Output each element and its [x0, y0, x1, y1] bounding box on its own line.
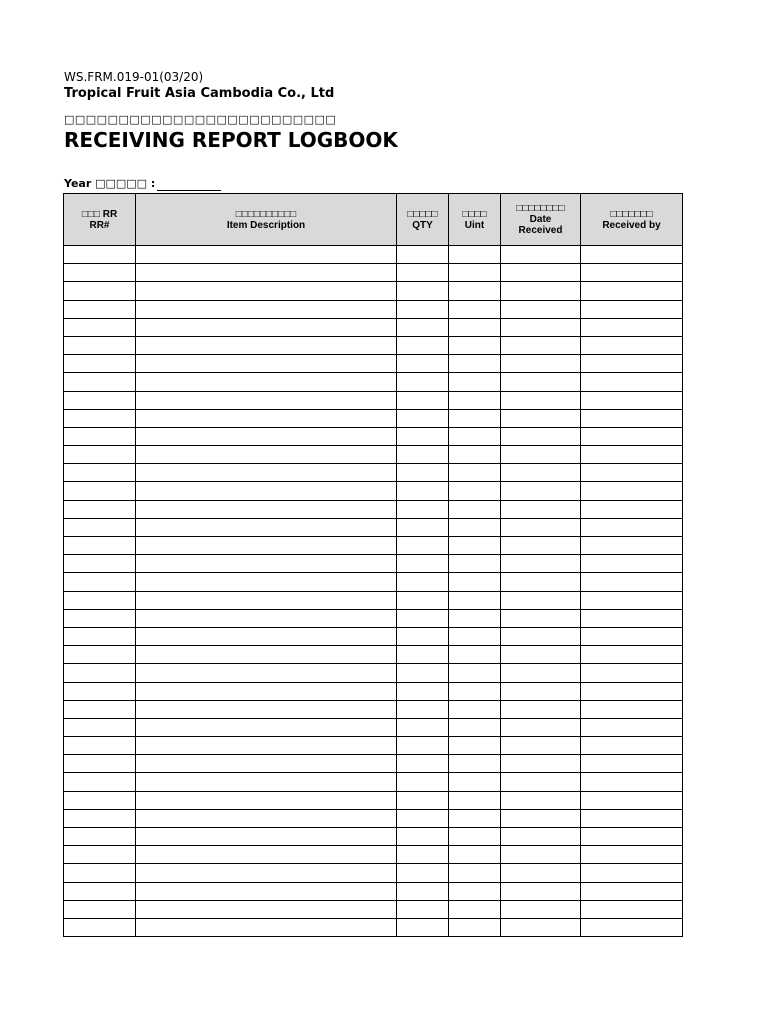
item-description-cell[interactable] [136, 336, 397, 354]
date-received-cell[interactable] [501, 591, 581, 609]
qty-cell[interactable] [397, 755, 449, 773]
rr-cell[interactable] [64, 555, 136, 573]
qty-cell[interactable] [397, 918, 449, 936]
qty-cell[interactable] [397, 737, 449, 755]
rr-cell[interactable] [64, 482, 136, 500]
item-description-cell[interactable] [136, 809, 397, 827]
item-description-cell[interactable] [136, 409, 397, 427]
qty-cell[interactable] [397, 446, 449, 464]
column-header-line: □□□□□ [407, 208, 438, 220]
date-received-cell[interactable] [501, 427, 581, 445]
column-header-item-description [136, 194, 397, 246]
rr-cell[interactable] [64, 718, 136, 736]
received-by-cell[interactable] [581, 355, 683, 373]
unit-cell[interactable] [449, 773, 501, 791]
item-description-cell[interactable] [136, 300, 397, 318]
rr-cell[interactable] [64, 537, 136, 555]
table-row [64, 682, 683, 700]
unit-cell[interactable] [449, 737, 501, 755]
item-description-cell[interactable] [136, 282, 397, 300]
table-row [64, 373, 683, 391]
table-row [64, 500, 683, 518]
unit-cell[interactable] [449, 373, 501, 391]
column-header-line: Uint [464, 219, 485, 231]
table-row [64, 846, 683, 864]
qty-cell[interactable] [397, 573, 449, 591]
form-code: WS.FRM.019-01(03/20) [64, 70, 204, 84]
received-by-cell[interactable] [581, 700, 683, 718]
date-received-cell[interactable] [501, 664, 581, 682]
logbook-table [63, 193, 683, 937]
column-header-received-by [581, 194, 683, 246]
logbook-body [64, 246, 683, 937]
received-by-cell[interactable] [581, 409, 683, 427]
date-received-cell[interactable] [501, 700, 581, 718]
received-by-cell[interactable] [581, 846, 683, 864]
received-by-cell[interactable] [581, 446, 683, 464]
table-row [64, 700, 683, 718]
qty-cell[interactable] [397, 264, 449, 282]
unit-cell[interactable] [449, 537, 501, 555]
received-by-cell[interactable] [581, 718, 683, 736]
unit-cell[interactable] [449, 809, 501, 827]
rr-cell[interactable] [64, 391, 136, 409]
table-row [64, 518, 683, 536]
date-received-cell[interactable] [501, 809, 581, 827]
qty-cell[interactable] [397, 409, 449, 427]
item-description-cell[interactable] [136, 573, 397, 591]
item-description-cell[interactable] [136, 700, 397, 718]
qty-cell[interactable] [397, 882, 449, 900]
table-header-row [64, 194, 683, 246]
column-header-line: Received by [602, 219, 661, 231]
unit-cell[interactable] [449, 682, 501, 700]
date-received-cell[interactable] [501, 282, 581, 300]
date-received-cell[interactable] [501, 900, 581, 918]
rr-cell[interactable] [64, 900, 136, 918]
qty-cell[interactable] [397, 646, 449, 664]
date-received-cell[interactable] [501, 718, 581, 736]
table-row [64, 627, 683, 645]
item-description-cell[interactable] [136, 246, 397, 264]
item-description-cell[interactable] [136, 627, 397, 645]
unit-cell[interactable] [449, 591, 501, 609]
item-description-cell[interactable] [136, 355, 397, 373]
received-by-cell[interactable] [581, 500, 683, 518]
received-by-cell[interactable] [581, 282, 683, 300]
item-description-cell[interactable] [136, 755, 397, 773]
qty-cell[interactable] [397, 700, 449, 718]
year-blank-line[interactable] [157, 178, 221, 191]
qty-cell[interactable] [397, 627, 449, 645]
rr-cell[interactable] [64, 682, 136, 700]
date-received-cell[interactable] [501, 882, 581, 900]
rr-cell[interactable] [64, 336, 136, 354]
unit-cell[interactable] [449, 864, 501, 882]
rr-cell[interactable] [64, 627, 136, 645]
date-received-cell[interactable] [501, 918, 581, 936]
received-by-cell[interactable] [581, 464, 683, 482]
column-header-date-received [501, 194, 581, 246]
received-by-cell[interactable] [581, 882, 683, 900]
table-row [64, 882, 683, 900]
rr-cell[interactable] [64, 791, 136, 809]
table-row [64, 918, 683, 936]
unit-cell[interactable] [449, 555, 501, 573]
date-received-cell[interactable] [501, 537, 581, 555]
item-description-cell[interactable] [136, 518, 397, 536]
rr-cell[interactable] [64, 300, 136, 318]
received-by-cell[interactable] [581, 900, 683, 918]
date-received-cell[interactable] [501, 755, 581, 773]
item-description-cell[interactable] [136, 373, 397, 391]
date-received-cell[interactable] [501, 482, 581, 500]
rr-cell[interactable] [64, 755, 136, 773]
date-received-cell[interactable] [501, 682, 581, 700]
rr-cell[interactable] [64, 446, 136, 464]
item-description-cell[interactable] [136, 646, 397, 664]
qty-cell[interactable] [397, 464, 449, 482]
unit-cell[interactable] [449, 482, 501, 500]
item-description-cell[interactable] [136, 900, 397, 918]
received-by-cell[interactable] [581, 427, 683, 445]
item-description-cell[interactable] [136, 464, 397, 482]
unit-cell[interactable] [449, 646, 501, 664]
received-by-cell[interactable] [581, 537, 683, 555]
date-received-cell[interactable] [501, 500, 581, 518]
rr-cell[interactable] [64, 427, 136, 445]
unit-cell[interactable] [449, 427, 501, 445]
unit-cell[interactable] [449, 336, 501, 354]
rr-cell[interactable] [64, 864, 136, 882]
item-description-cell[interactable] [136, 664, 397, 682]
date-received-cell[interactable] [501, 300, 581, 318]
company-name: Tropical Fruit Asia Cambodia Co., Ltd [64, 86, 335, 101]
received-by-cell[interactable] [581, 318, 683, 336]
table-row [64, 828, 683, 846]
rr-cell[interactable] [64, 264, 136, 282]
unit-cell[interactable] [449, 500, 501, 518]
rr-cell[interactable] [64, 609, 136, 627]
received-by-cell[interactable] [581, 300, 683, 318]
table-row [64, 737, 683, 755]
qty-cell[interactable] [397, 300, 449, 318]
date-received-cell[interactable] [501, 464, 581, 482]
qty-cell[interactable] [397, 773, 449, 791]
received-by-cell[interactable] [581, 591, 683, 609]
qty-cell[interactable] [397, 900, 449, 918]
date-received-cell[interactable] [501, 373, 581, 391]
qty-cell[interactable] [397, 537, 449, 555]
unit-cell[interactable] [449, 664, 501, 682]
qty-cell[interactable] [397, 518, 449, 536]
item-description-cell[interactable] [136, 427, 397, 445]
year-label: Year □□□□□ : [64, 177, 156, 190]
unit-cell[interactable] [449, 446, 501, 464]
item-description-cell[interactable] [136, 918, 397, 936]
received-by-cell[interactable] [581, 609, 683, 627]
item-description-cell[interactable] [136, 446, 397, 464]
unit-cell[interactable] [449, 246, 501, 264]
column-header-qty [397, 194, 449, 246]
item-description-cell[interactable] [136, 537, 397, 555]
rr-cell[interactable] [64, 518, 136, 536]
qty-cell[interactable] [397, 591, 449, 609]
unit-cell[interactable] [449, 828, 501, 846]
rr-cell[interactable] [64, 573, 136, 591]
rr-cell[interactable] [64, 918, 136, 936]
table-row [64, 409, 683, 427]
table-row [64, 427, 683, 445]
date-received-cell[interactable] [501, 646, 581, 664]
column-header-line: □□□□□□□□ [516, 203, 565, 214]
unit-cell[interactable] [449, 409, 501, 427]
item-description-cell[interactable] [136, 791, 397, 809]
rr-cell[interactable] [64, 700, 136, 718]
date-received-cell[interactable] [501, 518, 581, 536]
date-received-cell[interactable] [501, 773, 581, 791]
table-row [64, 300, 683, 318]
item-description-cell[interactable] [136, 682, 397, 700]
table-row [64, 246, 683, 264]
unit-cell[interactable] [449, 391, 501, 409]
unit-cell[interactable] [449, 755, 501, 773]
qty-cell[interactable] [397, 864, 449, 882]
item-description-cell[interactable] [136, 482, 397, 500]
rr-cell[interactable] [64, 355, 136, 373]
qty-cell[interactable] [397, 318, 449, 336]
unit-cell[interactable] [449, 609, 501, 627]
unit-cell[interactable] [449, 300, 501, 318]
unit-cell[interactable] [449, 700, 501, 718]
qty-cell[interactable] [397, 282, 449, 300]
rr-cell[interactable] [64, 464, 136, 482]
column-header-line: □□□□ [462, 208, 487, 220]
received-by-cell[interactable] [581, 246, 683, 264]
date-received-cell[interactable] [501, 828, 581, 846]
column-header-line: RR# [89, 219, 110, 231]
date-received-cell[interactable] [501, 737, 581, 755]
khmer-subtitle: □□□□□□□□□□□□□□□□□□□□□□□□□ [64, 113, 337, 126]
table-row [64, 864, 683, 882]
date-received-cell[interactable] [501, 555, 581, 573]
qty-cell[interactable] [397, 246, 449, 264]
date-received-cell[interactable] [501, 246, 581, 264]
item-description-cell[interactable] [136, 864, 397, 882]
unit-cell[interactable] [449, 718, 501, 736]
rr-cell[interactable] [64, 828, 136, 846]
item-description-cell[interactable] [136, 555, 397, 573]
received-by-cell[interactable] [581, 682, 683, 700]
table-row [64, 264, 683, 282]
unit-cell[interactable] [449, 282, 501, 300]
received-by-cell[interactable] [581, 791, 683, 809]
item-description-cell[interactable] [136, 773, 397, 791]
unit-cell[interactable] [449, 264, 501, 282]
date-received-cell[interactable] [501, 391, 581, 409]
table-row [64, 900, 683, 918]
item-description-cell[interactable] [136, 737, 397, 755]
column-header-line: QTY [412, 219, 433, 231]
unit-cell[interactable] [449, 355, 501, 373]
qty-cell[interactable] [397, 718, 449, 736]
received-by-cell[interactable] [581, 391, 683, 409]
qty-cell[interactable] [397, 555, 449, 573]
table-row [64, 282, 683, 300]
date-received-cell[interactable] [501, 355, 581, 373]
column-header-line: □□□□□□□ [610, 208, 653, 220]
item-description-cell[interactable] [136, 828, 397, 846]
rr-cell[interactable] [64, 646, 136, 664]
rr-cell[interactable] [64, 773, 136, 791]
table-row [64, 773, 683, 791]
date-received-cell[interactable] [501, 573, 581, 591]
table-row [64, 464, 683, 482]
received-by-cell[interactable] [581, 555, 683, 573]
unit-cell[interactable] [449, 791, 501, 809]
item-description-cell[interactable] [136, 718, 397, 736]
table-row [64, 446, 683, 464]
received-by-cell[interactable] [581, 646, 683, 664]
rr-cell[interactable] [64, 409, 136, 427]
rr-cell[interactable] [64, 246, 136, 264]
item-description-cell[interactable] [136, 500, 397, 518]
unit-cell[interactable] [449, 846, 501, 864]
column-header-unit [449, 194, 501, 246]
date-received-cell[interactable] [501, 791, 581, 809]
date-received-cell[interactable] [501, 446, 581, 464]
table-row [64, 318, 683, 336]
table-row [64, 664, 683, 682]
column-header-rr [64, 194, 136, 246]
rr-cell[interactable] [64, 737, 136, 755]
table-row [64, 755, 683, 773]
qty-cell[interactable] [397, 427, 449, 445]
item-description-cell[interactable] [136, 846, 397, 864]
received-by-cell[interactable] [581, 336, 683, 354]
received-by-cell[interactable] [581, 482, 683, 500]
column-header-line: Received [518, 225, 563, 236]
qty-cell[interactable] [397, 609, 449, 627]
unit-cell[interactable] [449, 918, 501, 936]
unit-cell[interactable] [449, 882, 501, 900]
rr-cell[interactable] [64, 318, 136, 336]
rr-cell[interactable] [64, 500, 136, 518]
received-by-cell[interactable] [581, 809, 683, 827]
received-by-cell[interactable] [581, 573, 683, 591]
date-received-cell[interactable] [501, 609, 581, 627]
received-by-cell[interactable] [581, 918, 683, 936]
table-row [64, 809, 683, 827]
date-received-cell[interactable] [501, 846, 581, 864]
received-by-cell[interactable] [581, 737, 683, 755]
table-row [64, 355, 683, 373]
qty-cell[interactable] [397, 500, 449, 518]
table-row [64, 609, 683, 627]
unit-cell[interactable] [449, 518, 501, 536]
qty-cell[interactable] [397, 482, 449, 500]
received-by-cell[interactable] [581, 828, 683, 846]
qty-cell[interactable] [397, 391, 449, 409]
unit-cell[interactable] [449, 627, 501, 645]
rr-cell[interactable] [64, 591, 136, 609]
qty-cell[interactable] [397, 809, 449, 827]
qty-cell[interactable] [397, 791, 449, 809]
unit-cell[interactable] [449, 573, 501, 591]
item-description-cell[interactable] [136, 609, 397, 627]
rr-cell[interactable] [64, 664, 136, 682]
table-row [64, 591, 683, 609]
unit-cell[interactable] [449, 900, 501, 918]
table-row [64, 573, 683, 591]
table-row [64, 791, 683, 809]
date-received-cell[interactable] [501, 409, 581, 427]
received-by-cell[interactable] [581, 518, 683, 536]
unit-cell[interactable] [449, 318, 501, 336]
rr-cell[interactable] [64, 809, 136, 827]
item-description-cell[interactable] [136, 882, 397, 900]
received-by-cell[interactable] [581, 373, 683, 391]
qty-cell[interactable] [397, 373, 449, 391]
table-row [64, 555, 683, 573]
table-row [64, 537, 683, 555]
column-header-line: Item Description [226, 219, 306, 231]
column-header-line: □□□ RR [81, 208, 118, 220]
table-row [64, 482, 683, 500]
table-row [64, 336, 683, 354]
rr-cell[interactable] [64, 282, 136, 300]
qty-cell[interactable] [397, 682, 449, 700]
qty-cell[interactable] [397, 664, 449, 682]
date-received-cell[interactable] [501, 336, 581, 354]
received-by-cell[interactable] [581, 755, 683, 773]
date-received-cell[interactable] [501, 264, 581, 282]
date-received-cell[interactable] [501, 318, 581, 336]
received-by-cell[interactable] [581, 664, 683, 682]
table-row [64, 646, 683, 664]
unit-cell[interactable] [449, 464, 501, 482]
qty-cell[interactable] [397, 828, 449, 846]
received-by-cell[interactable] [581, 627, 683, 645]
qty-cell[interactable] [397, 846, 449, 864]
rr-cell[interactable] [64, 373, 136, 391]
table-row [64, 391, 683, 409]
item-description-cell[interactable] [136, 318, 397, 336]
received-by-cell[interactable] [581, 264, 683, 282]
date-received-cell[interactable] [501, 627, 581, 645]
received-by-cell[interactable] [581, 864, 683, 882]
rr-cell[interactable] [64, 846, 136, 864]
date-received-cell[interactable] [501, 864, 581, 882]
qty-cell[interactable] [397, 355, 449, 373]
year-field [64, 177, 221, 191]
column-header-line: Date [529, 214, 552, 225]
item-description-cell[interactable] [136, 264, 397, 282]
column-header-line: □□□□□□□□□□ [235, 208, 297, 220]
page-title: RECEIVING REPORT LOGBOOK [64, 128, 398, 152]
item-description-cell[interactable] [136, 591, 397, 609]
table-row [64, 718, 683, 736]
qty-cell[interactable] [397, 336, 449, 354]
rr-cell[interactable] [64, 882, 136, 900]
item-description-cell[interactable] [136, 391, 397, 409]
received-by-cell[interactable] [581, 773, 683, 791]
